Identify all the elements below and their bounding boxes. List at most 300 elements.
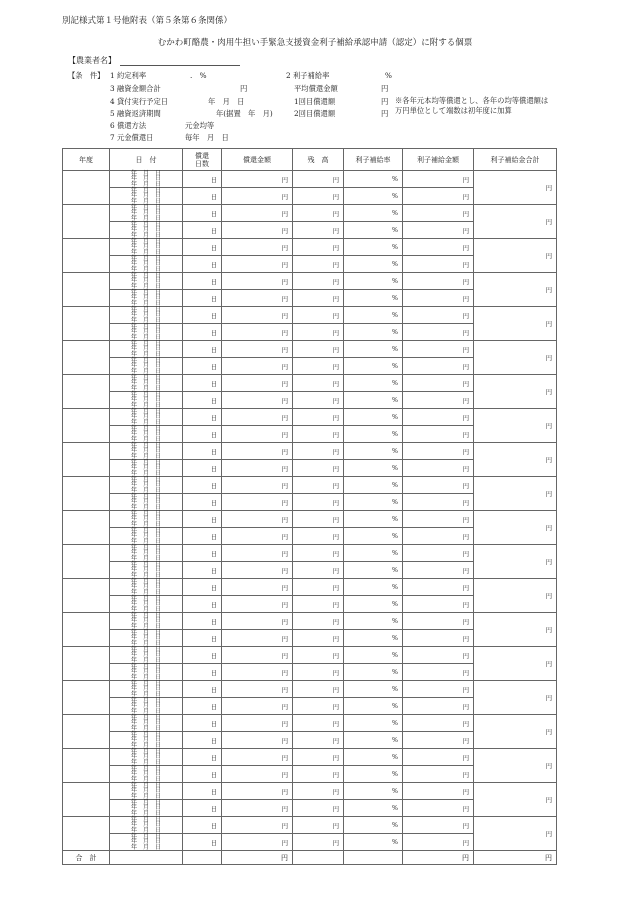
subsidy-amount-cell[interactable]: 円	[403, 443, 474, 460]
subsidy-rate-cell[interactable]: %	[344, 766, 403, 783]
repay-amount-cell[interactable]: 円	[222, 171, 293, 188]
balance-cell[interactable]: 円	[293, 460, 344, 477]
subsidy-amount-cell[interactable]: 円	[403, 239, 474, 256]
date-cell[interactable]	[110, 715, 183, 732]
year-cell[interactable]	[63, 579, 110, 613]
year-cell[interactable]	[63, 613, 110, 647]
date-cell[interactable]	[110, 528, 183, 545]
date-cell[interactable]	[110, 188, 183, 205]
cond-principal-date-value[interactable]: 毎年 月 日	[185, 133, 229, 142]
balance-cell[interactable]: 円	[293, 205, 344, 222]
days-cell[interactable]: 日	[183, 596, 222, 613]
subsidy-total-cell[interactable]: 円	[474, 409, 557, 443]
total-subsidy-total[interactable]: 円	[474, 851, 557, 865]
repay-amount-cell[interactable]: 円	[222, 800, 293, 817]
repay-amount-cell[interactable]: 円	[222, 749, 293, 766]
date-cell[interactable]	[110, 596, 183, 613]
repay-amount-cell[interactable]: 円	[222, 596, 293, 613]
repay-amount-cell[interactable]: 円	[222, 494, 293, 511]
total-subsidy-amount[interactable]: 円	[403, 851, 474, 865]
days-cell[interactable]: 日	[183, 681, 222, 698]
subsidy-amount-cell[interactable]: 円	[403, 630, 474, 647]
subsidy-amount-cell[interactable]: 円	[403, 715, 474, 732]
total-repay-amount[interactable]: 円	[222, 851, 293, 865]
repay-amount-cell[interactable]: 円	[222, 205, 293, 222]
subsidy-rate-cell[interactable]: %	[344, 749, 403, 766]
days-cell[interactable]: 日	[183, 290, 222, 307]
subsidy-total-cell[interactable]: 円	[474, 375, 557, 409]
date-cell[interactable]	[110, 834, 183, 851]
subsidy-rate-cell[interactable]: %	[344, 715, 403, 732]
balance-cell[interactable]: 円	[293, 800, 344, 817]
date-cell[interactable]	[110, 698, 183, 715]
year-cell[interactable]	[63, 273, 110, 307]
subsidy-total-cell[interactable]: 円	[474, 647, 557, 681]
date-cell[interactable]	[110, 817, 183, 834]
subsidy-amount-cell[interactable]: 円	[403, 256, 474, 273]
subsidy-total-cell[interactable]: 円	[474, 341, 557, 375]
date-cell[interactable]	[110, 647, 183, 664]
balance-cell[interactable]: 円	[293, 511, 344, 528]
year-cell[interactable]	[63, 545, 110, 579]
days-cell[interactable]: 日	[183, 239, 222, 256]
days-cell[interactable]: 日	[183, 511, 222, 528]
balance-cell[interactable]: 円	[293, 256, 344, 273]
date-cell[interactable]	[110, 256, 183, 273]
cond-exec-date-value[interactable]: 年 月 日	[208, 97, 245, 106]
date-cell[interactable]	[110, 494, 183, 511]
year-cell[interactable]	[63, 443, 110, 477]
subsidy-amount-cell[interactable]: 円	[403, 749, 474, 766]
subsidy-amount-cell[interactable]: 円	[403, 579, 474, 596]
days-cell[interactable]: 日	[183, 613, 222, 630]
balance-cell[interactable]: 円	[293, 647, 344, 664]
balance-cell[interactable]: 円	[293, 358, 344, 375]
balance-cell[interactable]: 円	[293, 766, 344, 783]
date-line: 年 月 日	[130, 476, 162, 484]
balance-cell[interactable]: 円	[293, 579, 344, 596]
days-cell[interactable]: 日	[183, 358, 222, 375]
date-cell[interactable]	[110, 443, 183, 460]
year-cell[interactable]	[63, 715, 110, 749]
balance-cell[interactable]: 円	[293, 664, 344, 681]
subsidy-amount-cell[interactable]: 円	[403, 494, 474, 511]
date-cell[interactable]	[110, 630, 183, 647]
subsidy-rate-cell[interactable]: %	[344, 647, 403, 664]
subsidy-total-cell[interactable]: 円	[474, 613, 557, 647]
date-cell[interactable]	[110, 477, 183, 494]
days-cell[interactable]: 日	[183, 783, 222, 800]
year-cell[interactable]	[63, 341, 110, 375]
balance-cell[interactable]: 円	[293, 732, 344, 749]
date-cell[interactable]	[110, 324, 183, 341]
subsidy-rate-cell[interactable]: %	[344, 239, 403, 256]
farmer-name-field[interactable]	[120, 56, 240, 66]
subsidy-rate-cell[interactable]: %	[344, 681, 403, 698]
subsidy-amount-cell[interactable]: 円	[403, 817, 474, 834]
subsidy-amount-cell[interactable]: 円	[403, 290, 474, 307]
subsidy-rate-cell[interactable]: %	[344, 273, 403, 290]
year-cell[interactable]	[63, 409, 110, 443]
balance-cell[interactable]: 円	[293, 545, 344, 562]
date-cell[interactable]	[110, 783, 183, 800]
subsidy-rate-cell[interactable]: %	[344, 290, 403, 307]
repay-amount-cell[interactable]: 円	[222, 834, 293, 851]
repay-amount-cell[interactable]: 円	[222, 426, 293, 443]
year-cell[interactable]	[63, 511, 110, 545]
subsidy-rate-cell[interactable]: %	[344, 613, 403, 630]
repay-amount-cell[interactable]: 円	[222, 715, 293, 732]
subsidy-amount-cell[interactable]: 円	[403, 766, 474, 783]
balance-cell[interactable]: 円	[293, 375, 344, 392]
subsidy-amount-cell[interactable]: 円	[403, 358, 474, 375]
date-cell[interactable]	[110, 749, 183, 766]
days-cell[interactable]: 日	[183, 698, 222, 715]
subsidy-total-cell[interactable]: 円	[474, 783, 557, 817]
subsidy-amount-cell[interactable]: 円	[403, 613, 474, 630]
repay-amount-cell[interactable]: 円	[222, 698, 293, 715]
balance-cell[interactable]: 円	[293, 749, 344, 766]
year-cell[interactable]	[63, 477, 110, 511]
days-cell[interactable]: 日	[183, 273, 222, 290]
subsidy-rate-cell[interactable]: %	[344, 562, 403, 579]
days-cell[interactable]: 日	[183, 715, 222, 732]
days-cell[interactable]: 日	[183, 528, 222, 545]
days-cell[interactable]: 日	[183, 630, 222, 647]
cond-subsidy-rate-unit[interactable]: %	[385, 71, 392, 80]
subsidy-amount-cell[interactable]: 円	[403, 477, 474, 494]
balance-cell[interactable]: 円	[293, 681, 344, 698]
year-cell[interactable]	[63, 783, 110, 817]
balance-cell[interactable]: 円	[293, 392, 344, 409]
date-cell[interactable]	[110, 766, 183, 783]
repay-amount-cell[interactable]: 円	[222, 324, 293, 341]
subsidy-rate-cell[interactable]: %	[344, 307, 403, 324]
balance-cell[interactable]: 円	[293, 715, 344, 732]
subsidy-rate-cell[interactable]: %	[344, 494, 403, 511]
days-cell[interactable]: 日	[183, 834, 222, 851]
date-cell[interactable]	[110, 579, 183, 596]
balance-cell[interactable]: 円	[293, 562, 344, 579]
repay-amount-cell[interactable]: 円	[222, 307, 293, 324]
cond-first-repay-unit[interactable]: 円	[381, 97, 389, 106]
subsidy-rate-cell[interactable]: %	[344, 477, 403, 494]
repay-amount-cell[interactable]: 円	[222, 256, 293, 273]
subsidy-rate-cell[interactable]: %	[344, 341, 403, 358]
subsidy-total-cell[interactable]: 円	[474, 511, 557, 545]
repay-amount-cell[interactable]: 円	[222, 460, 293, 477]
balance-cell[interactable]: 円	[293, 817, 344, 834]
repay-amount-cell[interactable]: 円	[222, 409, 293, 426]
subsidy-rate-cell[interactable]: %	[344, 511, 403, 528]
balance-cell[interactable]: 円	[293, 290, 344, 307]
subsidy-rate-cell[interactable]: %	[344, 205, 403, 222]
subsidy-amount-cell[interactable]: 円	[403, 171, 474, 188]
repay-amount-cell[interactable]: 円	[222, 817, 293, 834]
days-cell[interactable]: 日	[183, 392, 222, 409]
days-cell[interactable]: 日	[183, 800, 222, 817]
subsidy-amount-cell[interactable]: 円	[403, 732, 474, 749]
subsidy-amount-cell[interactable]: 円	[403, 698, 474, 715]
subsidy-amount-cell[interactable]: 円	[403, 528, 474, 545]
repay-amount-cell[interactable]: 円	[222, 647, 293, 664]
days-cell[interactable]: 日	[183, 375, 222, 392]
subsidy-amount-cell[interactable]: 円	[403, 596, 474, 613]
subsidy-rate-cell[interactable]: %	[344, 222, 403, 239]
subsidy-amount-cell[interactable]: 円	[403, 307, 474, 324]
subsidy-total-cell[interactable]: 円	[474, 545, 557, 579]
repay-amount-cell[interactable]: 円	[222, 783, 293, 800]
year-cell[interactable]	[63, 749, 110, 783]
subsidy-amount-cell[interactable]: 円	[403, 409, 474, 426]
subsidy-rate-cell[interactable]: %	[344, 358, 403, 375]
repay-amount-cell[interactable]: 円	[222, 613, 293, 630]
cond-subsidy-rate: 2 利子補給率	[286, 71, 330, 80]
repay-amount-cell[interactable]: 円	[222, 341, 293, 358]
subsidy-total-cell[interactable]: 円	[474, 273, 557, 307]
repay-amount-cell[interactable]: 円	[222, 188, 293, 205]
subsidy-rate-cell[interactable]: %	[344, 171, 403, 188]
date-cell[interactable]	[110, 545, 183, 562]
balance-cell[interactable]: 円	[293, 239, 344, 256]
days-cell[interactable]: 日	[183, 460, 222, 477]
date-cell[interactable]	[110, 290, 183, 307]
subsidy-total-cell[interactable]: 円	[474, 477, 557, 511]
balance-cell[interactable]: 円	[293, 613, 344, 630]
subsidy-rate-cell[interactable]: %	[344, 732, 403, 749]
subsidy-amount-cell[interactable]: 円	[403, 341, 474, 358]
date-cell[interactable]	[110, 511, 183, 528]
subsidy-rate-cell[interactable]: %	[344, 188, 403, 205]
subsidy-rate-cell[interactable]: %	[344, 817, 403, 834]
subsidy-rate-cell[interactable]: %	[344, 630, 403, 647]
subsidy-total-cell[interactable]: 円	[474, 205, 557, 239]
balance-cell[interactable]: 円	[293, 783, 344, 800]
repay-amount-cell[interactable]: 円	[222, 239, 293, 256]
subsidy-amount-cell[interactable]: 円	[403, 647, 474, 664]
days-cell[interactable]: 日	[183, 664, 222, 681]
date-line: 年 月 日	[130, 714, 162, 722]
subsidy-rate-cell[interactable]: %	[344, 460, 403, 477]
repay-amount-cell[interactable]: 円	[222, 681, 293, 698]
days-cell[interactable]: 日	[183, 205, 222, 222]
year-cell[interactable]	[63, 681, 110, 715]
days-cell[interactable]: 日	[183, 647, 222, 664]
year-cell[interactable]	[63, 205, 110, 239]
subsidy-rate-cell[interactable]: %	[344, 834, 403, 851]
balance-cell[interactable]: 円	[293, 341, 344, 358]
date-cell[interactable]	[110, 375, 183, 392]
balance-cell[interactable]: 円	[293, 426, 344, 443]
date-cell[interactable]	[110, 800, 183, 817]
repay-amount-cell[interactable]: 円	[222, 579, 293, 596]
subsidy-total-cell[interactable]: 円	[474, 171, 557, 205]
subsidy-amount-cell[interactable]: 円	[403, 545, 474, 562]
date-cell[interactable]	[110, 171, 183, 188]
subsidy-amount-cell[interactable]: 円	[403, 375, 474, 392]
subsidy-total-cell[interactable]: 円	[474, 749, 557, 783]
repay-amount-cell[interactable]: 円	[222, 477, 293, 494]
days-cell[interactable]: 日	[183, 171, 222, 188]
subsidy-amount-cell[interactable]: 円	[403, 205, 474, 222]
date-cell[interactable]	[110, 358, 183, 375]
balance-cell[interactable]: 円	[293, 324, 344, 341]
subsidy-rate-cell[interactable]: %	[344, 800, 403, 817]
repay-amount-cell[interactable]: 円	[222, 545, 293, 562]
year-cell[interactable]	[63, 375, 110, 409]
subsidy-rate-cell[interactable]: %	[344, 664, 403, 681]
subsidy-rate-cell[interactable]: %	[344, 375, 403, 392]
date-cell[interactable]	[110, 664, 183, 681]
balance-cell[interactable]: 円	[293, 698, 344, 715]
subsidy-rate-cell[interactable]: %	[344, 783, 403, 800]
subsidy-rate-cell[interactable]: %	[344, 698, 403, 715]
repay-amount-cell[interactable]: 円	[222, 443, 293, 460]
subsidy-amount-cell[interactable]: 円	[403, 562, 474, 579]
days-cell[interactable]: 日	[183, 494, 222, 511]
subsidy-amount-cell[interactable]: 円	[403, 664, 474, 681]
subsidy-amount-cell[interactable]: 円	[403, 324, 474, 341]
subsidy-rate-cell[interactable]: %	[344, 443, 403, 460]
subsidy-amount-cell[interactable]: 円	[403, 511, 474, 528]
balance-cell[interactable]: 円	[293, 596, 344, 613]
subsidy-total-cell[interactable]: 円	[474, 715, 557, 749]
balance-cell[interactable]: 円	[293, 834, 344, 851]
date-cell[interactable]	[110, 273, 183, 290]
repay-amount-cell[interactable]: 円	[222, 392, 293, 409]
days-cell[interactable]: 日	[183, 307, 222, 324]
subsidy-total-cell[interactable]: 円	[474, 239, 557, 273]
subsidy-total-cell[interactable]: 円	[474, 817, 557, 851]
date-line: 年 月 日	[130, 719, 162, 727]
date-cell[interactable]	[110, 562, 183, 579]
balance-cell[interactable]: 円	[293, 273, 344, 290]
days-cell[interactable]: 日	[183, 426, 222, 443]
balance-cell[interactable]: 円	[293, 307, 344, 324]
balance-cell[interactable]: 円	[293, 171, 344, 188]
subsidy-rate-cell[interactable]: %	[344, 426, 403, 443]
subsidy-rate-cell[interactable]: %	[344, 596, 403, 613]
repay-amount-cell[interactable]: 円	[222, 528, 293, 545]
subsidy-total-cell[interactable]: 円	[474, 443, 557, 477]
days-cell[interactable]: 日	[183, 749, 222, 766]
subsidy-amount-cell[interactable]: 円	[403, 460, 474, 477]
date-cell[interactable]	[110, 222, 183, 239]
subsidy-rate-cell[interactable]: %	[344, 579, 403, 596]
days-cell[interactable]: 日	[183, 732, 222, 749]
date-cell[interactable]	[110, 409, 183, 426]
subsidy-total-cell[interactable]: 円	[474, 307, 557, 341]
balance-cell[interactable]: 円	[293, 222, 344, 239]
subsidy-total-cell[interactable]: 円	[474, 681, 557, 715]
date-cell[interactable]	[110, 460, 183, 477]
date-cell[interactable]	[110, 341, 183, 358]
days-cell[interactable]: 日	[183, 477, 222, 494]
days-cell[interactable]: 日	[183, 409, 222, 426]
balance-cell[interactable]: 円	[293, 528, 344, 545]
cond-loan-total-unit[interactable]: 円	[240, 84, 248, 93]
cond-repay-period-value[interactable]: 年(据置 年 月)	[216, 109, 273, 118]
subsidy-rate-cell[interactable]: %	[344, 409, 403, 426]
subsidy-rate-cell[interactable]: %	[344, 392, 403, 409]
days-cell[interactable]: 日	[183, 341, 222, 358]
balance-cell[interactable]: 円	[293, 409, 344, 426]
date-cell[interactable]	[110, 613, 183, 630]
subsidy-amount-cell[interactable]: 円	[403, 681, 474, 698]
cond-second-repay-unit[interactable]: 円	[381, 109, 389, 118]
repay-amount-cell[interactable]: 円	[222, 290, 293, 307]
repay-amount-cell[interactable]: 円	[222, 664, 293, 681]
days-cell[interactable]: 日	[183, 256, 222, 273]
date-cell[interactable]	[110, 426, 183, 443]
days-cell[interactable]: 日	[183, 817, 222, 834]
balance-cell[interactable]: 円	[293, 630, 344, 647]
subsidy-amount-cell[interactable]: 円	[403, 188, 474, 205]
balance-cell[interactable]: 円	[293, 494, 344, 511]
date-line: 年 月 日	[130, 532, 162, 540]
balance-cell[interactable]: 円	[293, 477, 344, 494]
balance-cell[interactable]: 円	[293, 188, 344, 205]
year-cell[interactable]	[63, 817, 110, 851]
repay-amount-cell[interactable]: 円	[222, 562, 293, 579]
year-cell[interactable]	[63, 239, 110, 273]
year-cell[interactable]	[63, 647, 110, 681]
repay-amount-cell[interactable]: 円	[222, 732, 293, 749]
subsidy-rate-cell[interactable]: %	[344, 545, 403, 562]
subsidy-rate-cell[interactable]: %	[344, 324, 403, 341]
repay-amount-cell[interactable]: 円	[222, 375, 293, 392]
date-cell[interactable]	[110, 307, 183, 324]
cond-avg-repay-unit[interactable]: 円	[381, 84, 389, 93]
days-cell[interactable]: 日	[183, 766, 222, 783]
days-cell[interactable]: 日	[183, 579, 222, 596]
subsidy-amount-cell[interactable]: 円	[403, 834, 474, 851]
date-line: 年 月 日	[130, 379, 162, 387]
cond-interest-rate-value[interactable]: . %	[190, 71, 207, 80]
year-cell[interactable]	[63, 171, 110, 205]
subsidy-amount-cell[interactable]: 円	[403, 273, 474, 290]
subsidy-rate-cell[interactable]: %	[344, 528, 403, 545]
subsidy-amount-cell[interactable]: 円	[403, 222, 474, 239]
date-cell[interactable]	[110, 681, 183, 698]
subsidy-rate-cell[interactable]: %	[344, 256, 403, 273]
days-cell[interactable]: 日	[183, 324, 222, 341]
subsidy-total-cell[interactable]: 円	[474, 579, 557, 613]
repay-amount-cell[interactable]: 円	[222, 222, 293, 239]
subsidy-amount-cell[interactable]: 円	[403, 392, 474, 409]
days-cell[interactable]: 日	[183, 222, 222, 239]
subsidy-amount-cell[interactable]: 円	[403, 783, 474, 800]
date-cell[interactable]	[110, 732, 183, 749]
subsidy-amount-cell[interactable]: 円	[403, 800, 474, 817]
subsidy-amount-cell[interactable]: 円	[403, 426, 474, 443]
repay-amount-cell[interactable]: 円	[222, 273, 293, 290]
days-cell[interactable]: 日	[183, 545, 222, 562]
balance-cell[interactable]: 円	[293, 443, 344, 460]
repay-amount-cell[interactable]: 円	[222, 630, 293, 647]
date-cell[interactable]	[110, 392, 183, 409]
days-cell[interactable]: 日	[183, 562, 222, 579]
date-cell[interactable]	[110, 239, 183, 256]
repay-amount-cell[interactable]: 円	[222, 511, 293, 528]
date-line: 年 月 日	[130, 595, 162, 603]
repay-amount-cell[interactable]: 円	[222, 358, 293, 375]
repay-amount-cell[interactable]: 円	[222, 766, 293, 783]
year-cell[interactable]	[63, 307, 110, 341]
days-cell[interactable]: 日	[183, 188, 222, 205]
days-cell[interactable]: 日	[183, 443, 222, 460]
date-cell[interactable]	[110, 205, 183, 222]
